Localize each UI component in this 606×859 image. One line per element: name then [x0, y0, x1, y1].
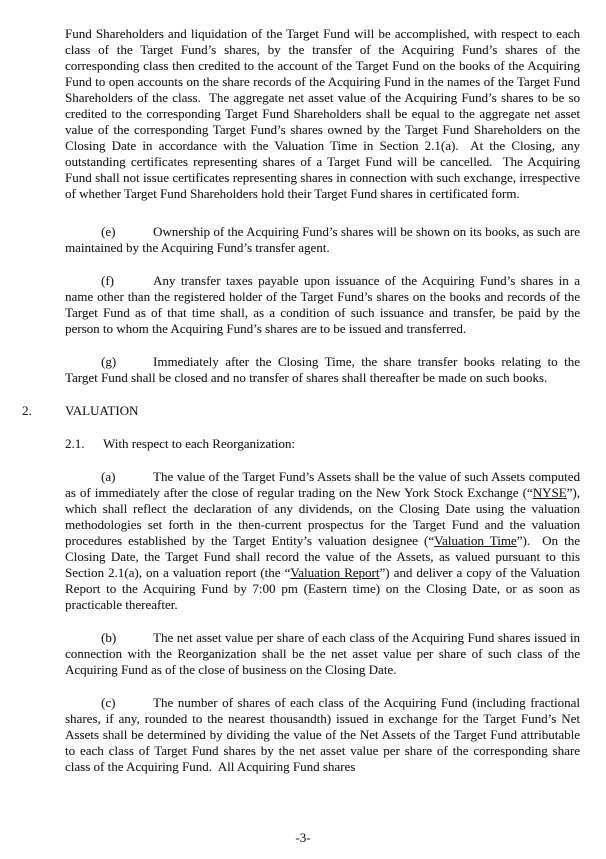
clause-label-c: (c): [101, 695, 116, 710]
clause-a-segment: ”). On the Closing Date, the Target Fund shall record the value of the Assets, as valued pursuant to this Section 2.1(a), on a valuation report (the “: [65, 533, 580, 580]
clause-a-segment: ”) and deliver a copy of the Valuation Report to the Acquiring Fund by 7:00 pm (Eastern time) on the Closing Date, or as soon as practicable thereafter.: [65, 565, 580, 612]
clause-a-segment: ”), which shall reflect the declaration of any dividends, on the Closing Date using the valuation methodologies set forth in the then-current prospectus for the Target Fund and the valuation procedures established by the Target Entity’s valuation designee (“: [65, 485, 580, 548]
defined-term-valuation-time: Valuation Time: [434, 533, 517, 548]
paragraph-clause-g: [65, 354, 580, 386]
paragraph-clause-e: [65, 224, 580, 256]
defined-term-nyse: NYSE: [532, 485, 567, 500]
clause-a-segment: The value of the Target Fund’s Assets shall be the value of such Assets computed as of immediately after the close of regular trading on the New York Stock Exchange (“: [65, 469, 580, 500]
section-heading-valuation: [22, 403, 580, 419]
paragraph-clause-a: [65, 469, 580, 613]
defined-term-valuation-report: Valuation Report: [290, 565, 380, 580]
paragraph-clause-b: [65, 630, 580, 678]
subsection-2-1: [65, 436, 580, 452]
clause-text-e: Ownership of the Acquiring Fund’s shares will be shown on its books, as such are maintained by the Acquiring Fund’s transfer agent.: [65, 224, 580, 255]
document-body: [22, 26, 580, 792]
paragraph-clause-f: [65, 273, 580, 337]
subsection-number: 2.1.: [65, 436, 85, 451]
clause-label-b: (b): [101, 630, 117, 645]
clause-label-f: (f): [101, 273, 114, 288]
clause-text-b: The net asset value per share of each class of the Acquiring Fund shares issued in connection with the Reorganization shall be the net asset value per share of such class of the Acquiring Fund as of the close of business on the Closing Date.: [65, 630, 580, 677]
section-number: 2.: [22, 403, 32, 418]
subsection-text: With respect to each Reorganization:: [103, 436, 295, 451]
section-title: VALUATION: [65, 403, 139, 418]
clause-text-f: Any transfer taxes payable upon issuance of the Acquiring Fund’s shares in a name other than the registered holder of the Target Fund’s shares on the books and records of the Target Fund as of that time shall, as a condition of such issuance and transfer, be paid by the person to whom the Acquiring Fund’s shares are to be issued and transferred.: [65, 273, 580, 336]
paragraph-clause-c: [65, 695, 580, 775]
clause-text-g: Immediately after the Closing Time, the share transfer books relating to the Target Fund shall be closed and no transfer of shares shall thereafter be made on such books.: [65, 354, 580, 385]
paragraph-continuation: Fund Shareholders and liquidation of the Target Fund will be accomplished, with respect to each class of the Target Fund’s shares, by the transfer of the Acquiring Fund’s shares of the corresponding class then credited to the account of the Target Fund on the books of the Acquiring Fund to open accounts on the share records of the Acquiring Fund in the names of the Target Fund Shareholders of the class. The aggregate net asset value of the Acquiring Fund’s shares to be so credited to the corresponding Target Fund Shareholders shall be equal to the aggregate net asset value of the corresponding Target Fund’s shares owned by the Target Fund Shareholders on the Closing Date in accordance with the Valuation Time in Section 2.1(a). At the Closing, any outstanding certificates representing shares of a Target Fund will be cancelled. The Acquiring Fund shall not issue certificates representing shares in connection with such exchange, irrespective of whether Target Fund Shareholders hold their Target Fund shares in certificated form.: [65, 26, 580, 201]
clause-label-g: (g): [101, 354, 117, 369]
clause-label-e: (e): [101, 224, 116, 239]
clause-label-a: (a): [101, 469, 116, 484]
clause-text-c: The number of shares of each class of the Acquiring Fund (including fractional shares, if any, rounded to the nearest thousandth) issued in exchange for the Target Fund’s Net Assets shall be determined by dividing the value of the Net Assets of the Target Fund attributable to each class of Target Fund shares by the net asset value per share of the corresponding share class of the Acquiring Fund. All Acquiring Fund shares: [65, 695, 580, 774]
page-number: -3-: [295, 830, 311, 845]
